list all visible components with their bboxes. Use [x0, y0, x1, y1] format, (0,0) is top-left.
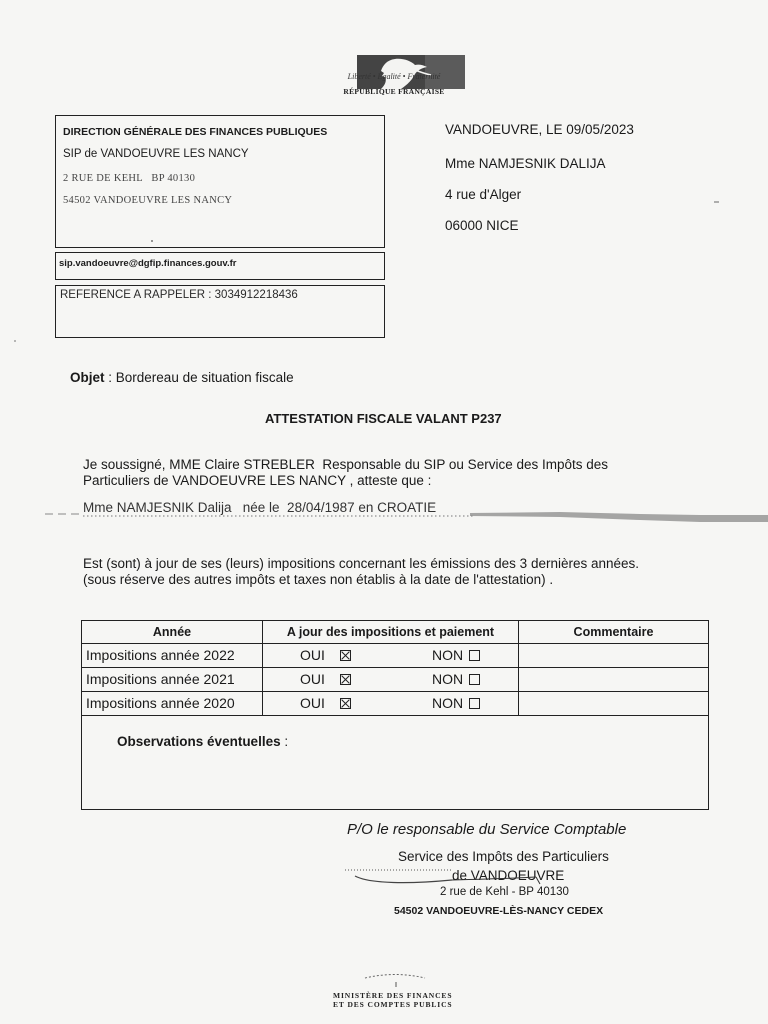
oui-checkbox: [340, 674, 351, 685]
table-header-row: [82, 621, 708, 643]
header-year: Année: [152, 625, 192, 639]
sender-org: DIRECTION GÉNÉRALE DES FINANCES PUBLIQUES: [63, 126, 328, 138]
table-row: [82, 667, 708, 691]
sender-office: SIP de VANDOEUVRE LES NANCY: [63, 148, 249, 160]
republic-motto: Liberté • Égalité • Fraternité: [347, 72, 441, 81]
ministry-line-2: ET DES COMPTES PUBLICS: [333, 1000, 453, 1009]
sender-box: [55, 115, 385, 248]
scan-speck: [713, 200, 721, 204]
signature-city: 54502 VANDOEUVRE-LÈS-NANCY CEDEX: [394, 905, 604, 917]
subject-label: Objet: [70, 370, 105, 386]
subject-text: : Bordereau de situation fiscale: [104, 370, 294, 386]
recipient-city: 06000 NICE: [445, 218, 519, 233]
table-row: [82, 691, 708, 715]
observations-row: [82, 715, 708, 809]
subject-line: [55, 354, 294, 403]
letter-date: VANDOEUVRE, LE 09/05/2023: [445, 122, 634, 137]
non-label: NON: [432, 695, 464, 711]
signature-service: Service des Impôts des Particuliers: [398, 849, 609, 864]
intro-line-1: Je soussigné, MME Claire STREBLER Responsable du SIP ou Service des Impôts des: [83, 457, 608, 472]
non-checkbox: [469, 674, 480, 685]
non-checkbox: [469, 650, 480, 661]
row-year-label: Impositions année 2022: [86, 647, 235, 663]
signature-city-name: de VANDOEUVRE: [452, 868, 565, 883]
sender-email-box: [55, 252, 385, 280]
header-comment: Commentaire: [518, 621, 708, 643]
status-line-2: (sous réserve des autres impôts et taxes non établis à la date de l'attestation) .: [83, 572, 554, 587]
oui-label: OUI: [300, 671, 325, 687]
row-status: [262, 668, 518, 691]
table-row: [82, 643, 708, 667]
row-year-label: Impositions année 2021: [86, 671, 235, 687]
republic-name: RÉPUBLIQUE FRANÇAISE: [343, 87, 445, 96]
observations-cell: [82, 716, 708, 809]
row-status: [262, 644, 518, 667]
status-line-1: Est (sont) à jour de ses (leurs) impositions concernant les émissions des 3 dernières années.: [83, 556, 640, 571]
row-comment: [518, 692, 708, 715]
oui-checkbox: [340, 650, 351, 661]
row-comment: [518, 644, 708, 667]
oui-label: OUI: [300, 647, 325, 663]
recipient-name: Mme NAMJESNIK DALIJA: [445, 156, 606, 171]
republic-logo: [339, 36, 449, 70]
row-status: [262, 692, 518, 715]
sender-city: 54502 VANDOEUVRE LES NANCY: [63, 195, 233, 206]
oui-checkbox: [340, 698, 351, 709]
scan-speck: [150, 239, 154, 243]
non-checkbox: [469, 698, 480, 709]
sender-street: 2 RUE DE KEHL BP 40130: [63, 173, 196, 184]
non-label: NON: [432, 671, 464, 687]
scan-speck: [13, 339, 17, 343]
taxpayer-line: Mme NAMJESNIK Dalija née le 28/04/1987 en CROATIE: [83, 500, 437, 515]
recipient-street: 4 rue d'Alger: [445, 187, 522, 202]
row-year-label: Impositions année 2020: [86, 695, 235, 711]
signature-po-line: P/O le responsable du Service Comptable: [347, 821, 627, 838]
document-title: ATTESTATION FISCALE VALANT P237: [265, 411, 502, 426]
observations-label: Observations éventuelles: [117, 734, 281, 749]
header-status: A jour des impositions et paiement: [262, 621, 518, 643]
signature-street: 2 rue de Kehl - BP 40130: [440, 886, 569, 898]
ministry-line-1: MINISTÈRE DES FINANCES: [333, 991, 453, 1000]
non-label: NON: [432, 647, 464, 663]
reference-number: REFERENCE A RAPPELER : 3034912218436: [60, 289, 298, 301]
recipient-block: [445, 115, 705, 240]
oui-label: OUI: [300, 695, 325, 711]
sender-email: sip.vandoeuvre@dgfip.finances.gouv.fr: [59, 258, 237, 269]
observations-suffix: :: [280, 734, 289, 749]
ministry-emblem: [355, 968, 435, 990]
reference-box: [55, 285, 385, 338]
row-comment: [518, 668, 708, 691]
intro-line-2: Particuliers de VANDOEUVRE LES NANCY , atteste que :: [83, 473, 432, 488]
tax-status-table: [81, 620, 709, 810]
